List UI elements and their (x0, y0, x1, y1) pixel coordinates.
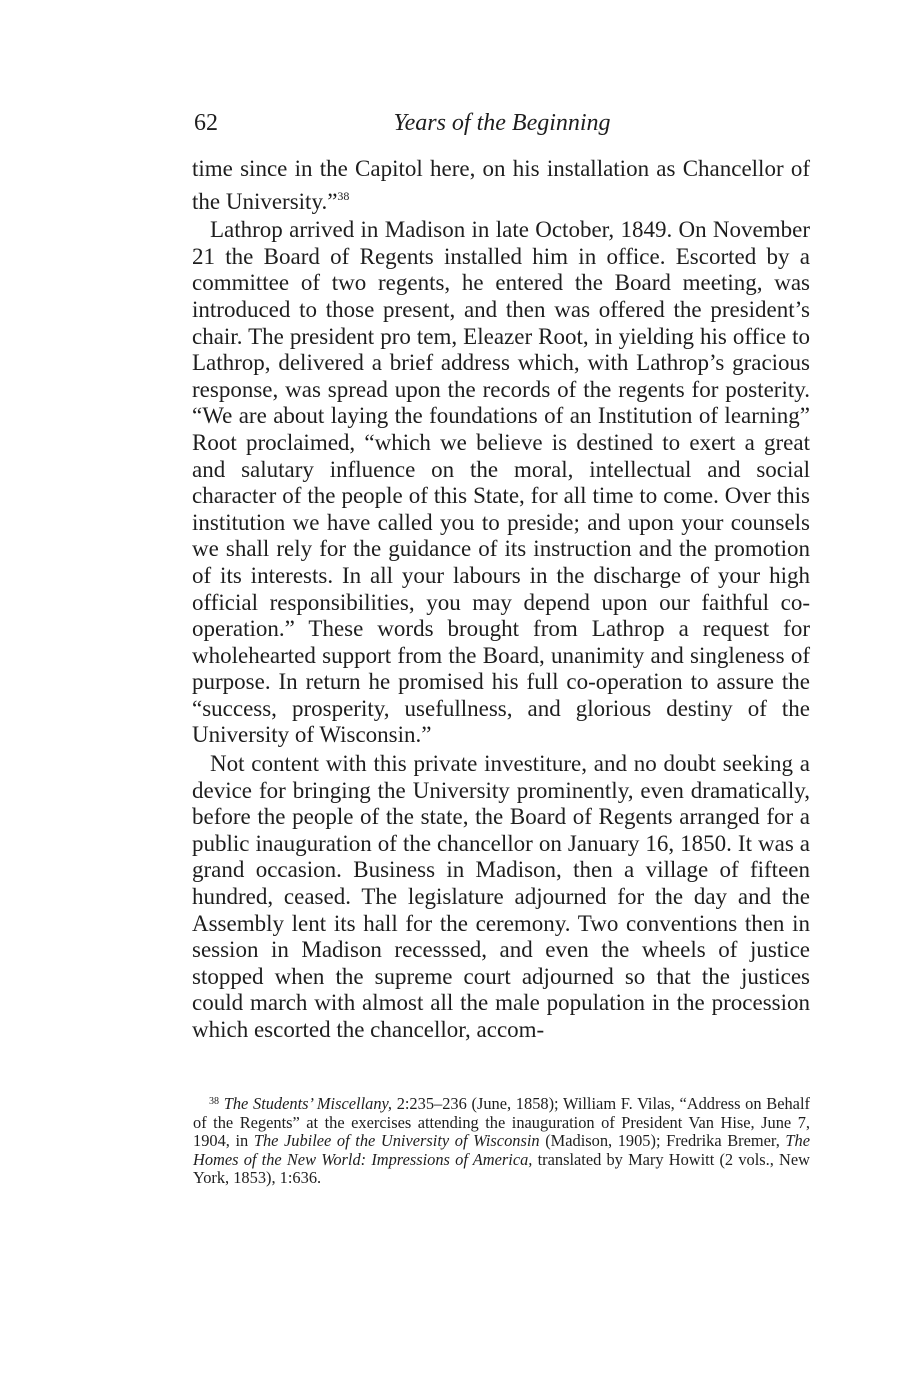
page-number: 62 (194, 110, 218, 136)
paragraph-lathrop-arrival: Lathrop arrived in Madison in late October, 1849. On November 21 the Board of Regents installed him in office. Escorted by a committee of two regents, he entered the Board meeting, was introduced to those present, and then was offered the president’s chair. The president pro tem, Eleazer Root, in yielding his office to Lathrop, delivered a brief address which, with Lathrop’s gracious response, was spread upon the records of the regents for posterity. “We are about laying the foundations of an Institution of learning” Root proclaimed, “which we believe is destined to exert a great and salutary influence on the moral, intellectual and social character of the people of this State, for all time to come. Over this institution we have called you to preside; and upon your counsels we shall rely for the guidance of its instruction and the promotion of its interests. In all your labours in the discharge of your high official responsibilities, you may depend upon our faithful co-operation.” These words brought from Lathrop a request for wholehearted support from the Board, unanimity and singleness of purpose. In return he promised his full co-operation to assure the “success, prosperity, usefullness, and glorious destiny of the University of Wisconsin.” (192, 217, 810, 748)
footnote-title-jubilee: The Jubilee of the University of Wisconsin (253, 1131, 540, 1151)
paragraph-1-text: time since in the Capitol here, on his installation as Chancellor of the University.” (192, 156, 810, 214)
footnote-text-3: translated by Mary Howitt (2 vols., New York, 1853), 1:636. (193, 1149, 810, 1188)
running-title: Years of the Beginning (393, 110, 611, 136)
footnote-text-2: (Madison, 1905); Fredrika Bremer, (539, 1131, 786, 1151)
body-text (192, 156, 810, 1044)
paragraph-public-inauguration: Not content with this private investiture, and no doubt seeking a device for bringing the University prominently, even dramatically, before the people of the state, the Board of Regents arranged for a public inauguration of the chancellor on January 16, 1850. It was a grand occasion. Business in Madison, then a village of fifteen hundred, ceased. The legislature adjourned for the day and the Assembly lent its hall for the ceremony. Two conventions then in session in Madison recesssed, and even the wheels of justice stopped when the supreme court adjourned so that the justices could march with almost all the male population in the procession which escorted the chancellor, accom- (192, 751, 810, 1042)
footnote-title-miscellany: The Students’ Miscellany, (223, 1094, 392, 1113)
footnote (193, 1093, 810, 1188)
page-header (194, 110, 810, 150)
footnote-reference: 38 (337, 188, 350, 203)
footnote-text-1: 2:235–236 (June, 1858); William F. Vilas, “Address on Behalf of the Regents” at the exercises attending the inauguration of President Van Hise, June 7, 1904, in (193, 1094, 810, 1151)
paragraph-continued (192, 156, 810, 215)
footnote-marker: 38 (209, 1096, 219, 1107)
footnote-title-homes: The Homes of the New World: Impressions of America, (193, 1131, 810, 1169)
